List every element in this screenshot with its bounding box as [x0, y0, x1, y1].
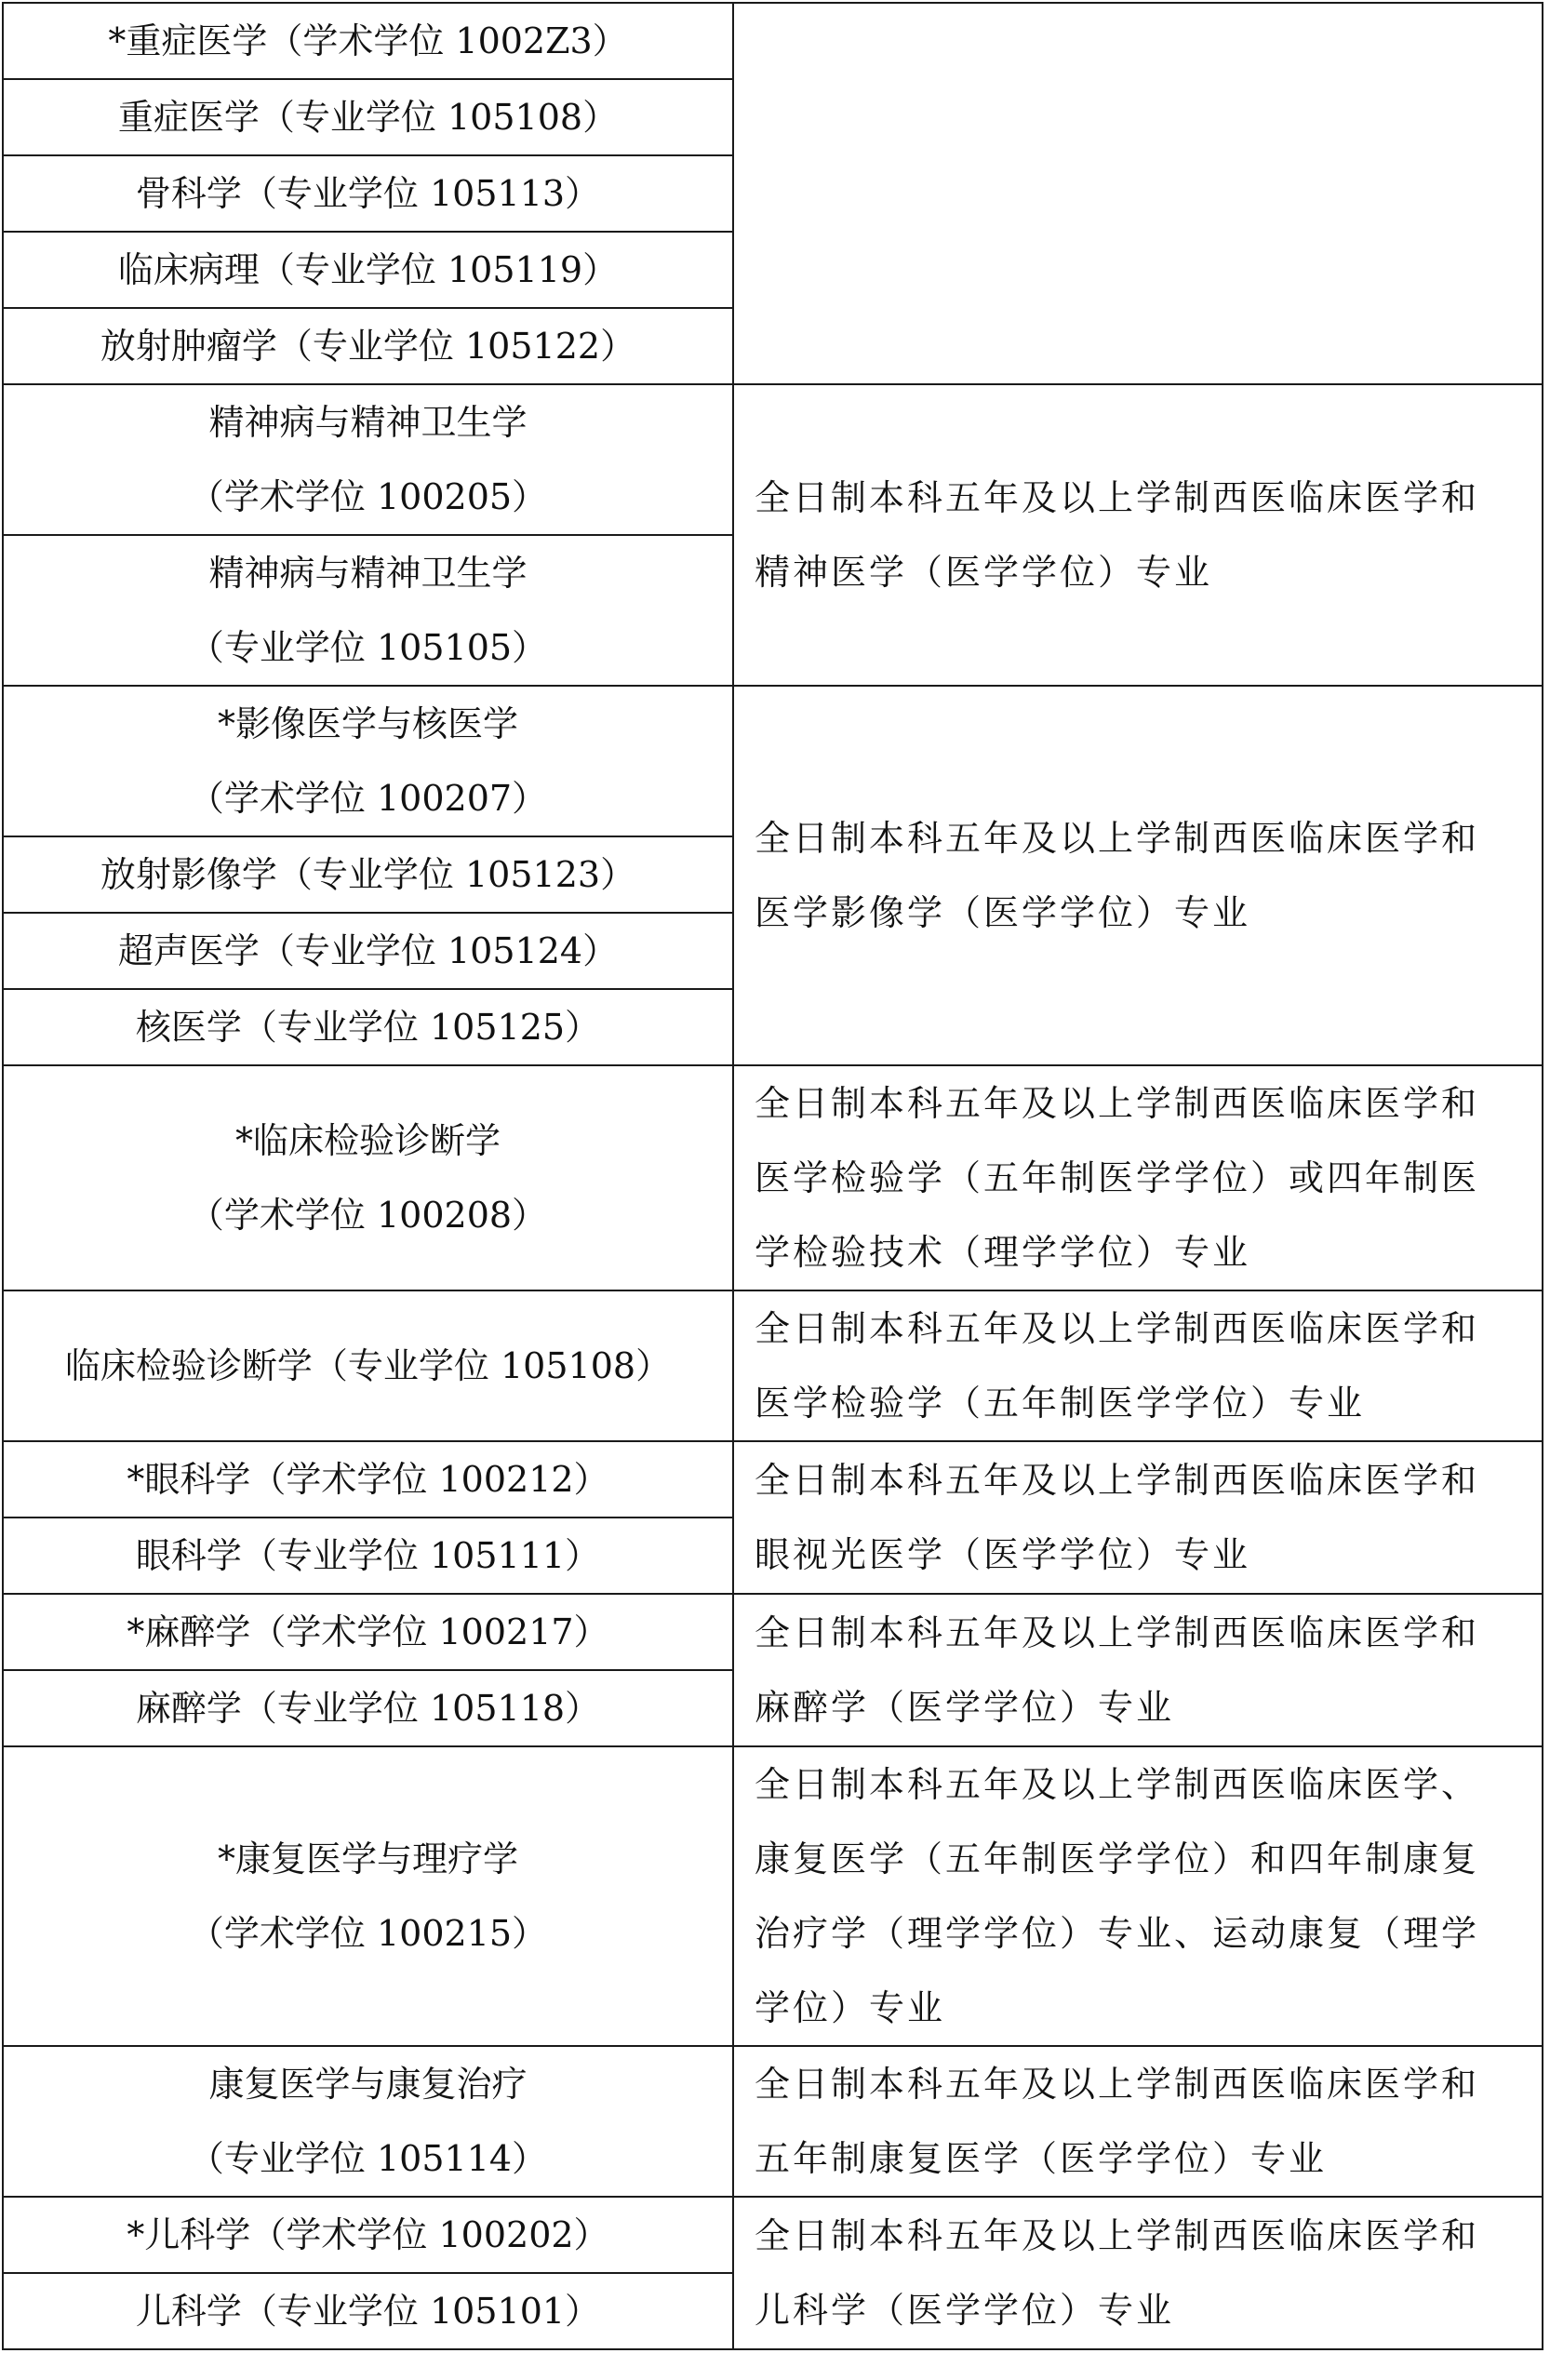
- major-cell: [3, 1670, 733, 1746]
- table-body: [3, 3, 1543, 2349]
- table-row: [3, 686, 1543, 836]
- major-cell: [3, 3, 733, 79]
- major-name-line: *康复医学与理疗学: [217, 1838, 518, 1879]
- major-cell: [3, 1441, 733, 1518]
- table-row: [3, 384, 1543, 535]
- major-name-line: 眼科学（专业学位 105111）: [135, 1535, 601, 1576]
- requirement-text-line: 医学检验学（五年制医学学位）专业: [755, 1383, 1366, 1424]
- requirement-cell: [733, 1290, 1543, 1441]
- major-name-line: 核医学（专业学位 105125）: [135, 1007, 601, 1048]
- major-cell: [3, 1594, 733, 1670]
- major-name-line: 麻醉学（专业学位 105118）: [135, 1688, 601, 1729]
- requirement-cell: [733, 1594, 1543, 1746]
- major-name-line: 精神病与精神卫生学: [208, 553, 528, 594]
- major-cell: [3, 913, 733, 989]
- requirement-text-line: 康复医学（五年制医学学位）和四年制康复: [755, 1838, 1480, 1879]
- major-cell: [3, 2046, 733, 2197]
- requirement-cell: [733, 384, 1543, 686]
- requirement-text-line: 全日制本科五年及以上学制西医临床医学和: [755, 818, 1480, 859]
- major-name-line: （学术学位 100215）: [188, 1913, 548, 1954]
- requirement-text-line: 全日制本科五年及以上学制西医临床医学和: [755, 1460, 1480, 1501]
- major-name-line: （专业学位 105105）: [188, 627, 548, 668]
- major-cell: [3, 686, 733, 836]
- requirement-text-line: 全日制本科五年及以上学制西医临床医学、: [755, 1764, 1480, 1805]
- table-row: [3, 1746, 1543, 2046]
- requirement-text-line: 麻醉学（医学学位）专业: [755, 1687, 1175, 1728]
- major-name-line: （学术学位 100207）: [188, 778, 548, 819]
- requirement-text-line: 精神医学（医学学位）专业: [755, 552, 1213, 593]
- major-cell: [3, 1290, 733, 1441]
- major-cell: [3, 384, 733, 535]
- major-cell: [3, 1746, 733, 2046]
- major-cell: [3, 836, 733, 913]
- major-name-line: （学术学位 100208）: [188, 1195, 548, 1236]
- major-name-line: *麻醉学（学术学位 100217）: [127, 1611, 609, 1652]
- table-row: [3, 1594, 1543, 1670]
- requirement-text-line: 全日制本科五年及以上学制西医临床医学和: [755, 2064, 1480, 2105]
- major-name-line: （专业学位 105114）: [188, 2138, 548, 2179]
- table-row: [3, 1290, 1543, 1441]
- requirement-cell: [733, 2046, 1543, 2197]
- major-name-line: （学术学位 100205）: [188, 476, 548, 517]
- requirement-text-line: 全日制本科五年及以上学制西医临床医学和: [755, 1612, 1480, 1653]
- major-name-line: 临床检验诊断学（专业学位 105108）: [64, 1345, 672, 1386]
- table-row: [3, 1065, 1543, 1290]
- requirement-text-line: 全日制本科五年及以上学制西医临床医学和: [755, 1308, 1480, 1349]
- major-cell: [3, 308, 733, 384]
- major-name-line: 超声医学（专业学位 105124）: [117, 930, 619, 971]
- requirement-text-line: 学检验技术（理学学位）专业: [755, 1232, 1251, 1273]
- requirement-text-line: 治疗学（理学学位）专业、运动康复（理学: [755, 1913, 1480, 1954]
- major-cell: [3, 1065, 733, 1290]
- table-row: [3, 2197, 1543, 2273]
- requirement-text-line: 全日制本科五年及以上学制西医临床医学和: [755, 1083, 1480, 1124]
- requirement-text-line: 眼视光医学（医学学位）专业: [755, 1534, 1251, 1575]
- major-cell: [3, 2273, 733, 2349]
- major-name-line: *临床检验诊断学: [234, 1120, 501, 1161]
- major-name-line: *重症医学（学术学位 1002Z3）: [108, 20, 628, 61]
- major-name-line: *影像医学与核医学: [217, 703, 518, 744]
- requirement-text-line: 医学影像学（医学学位）专业: [755, 892, 1251, 933]
- major-name-line: 临床病理（专业学位 105119）: [117, 249, 619, 290]
- requirement-cell: [733, 1065, 1543, 1290]
- major-name-line: 重症医学（专业学位 105108）: [117, 97, 619, 138]
- requirement-text-line: 五年制康复医学（医学学位）专业: [755, 2138, 1328, 2179]
- major-name-line: 骨科学（专业学位 105113）: [135, 173, 601, 214]
- requirement-cell: [733, 2197, 1543, 2349]
- major-cell: [3, 535, 733, 686]
- requirement-cell: [733, 1441, 1543, 1594]
- requirement-text-line: 全日制本科五年及以上学制西医临床医学和: [755, 2215, 1480, 2256]
- requirement-cell: [733, 686, 1543, 1065]
- major-name-line: 放射肿瘤学（专业学位 105122）: [100, 326, 636, 367]
- major-name-line: 放射影像学（专业学位 105123）: [100, 854, 636, 895]
- table-row: [3, 1441, 1543, 1518]
- requirement-text-line: 医学检验学（五年制医学学位）或四年制医: [755, 1157, 1480, 1198]
- major-cell: [3, 155, 733, 232]
- major-name-line: *眼科学（学术学位 100212）: [127, 1459, 609, 1500]
- major-cell: [3, 1518, 733, 1594]
- table-row: [3, 3, 1543, 79]
- major-cell: [3, 2197, 733, 2273]
- requirement-cell: [733, 3, 1543, 384]
- major-cell: [3, 232, 733, 308]
- major-name-line: 儿科学（专业学位 105101）: [135, 2291, 601, 2332]
- requirements-table: [2, 2, 1543, 2350]
- major-cell: [3, 989, 733, 1065]
- requirement-text-line: 儿科学（医学学位）专业: [755, 2290, 1175, 2331]
- major-name-line: 精神病与精神卫生学: [208, 402, 528, 443]
- requirement-cell: [733, 1746, 1543, 2046]
- requirement-text-line: 全日制本科五年及以上学制西医临床医学和: [755, 477, 1480, 518]
- major-name-line: *儿科学（学术学位 100202）: [127, 2214, 609, 2255]
- major-cell: [3, 79, 733, 155]
- major-name-line: 康复医学与康复治疗: [208, 2064, 528, 2105]
- table-row: [3, 2046, 1543, 2197]
- requirement-text-line: 学位）专业: [755, 1987, 946, 2028]
